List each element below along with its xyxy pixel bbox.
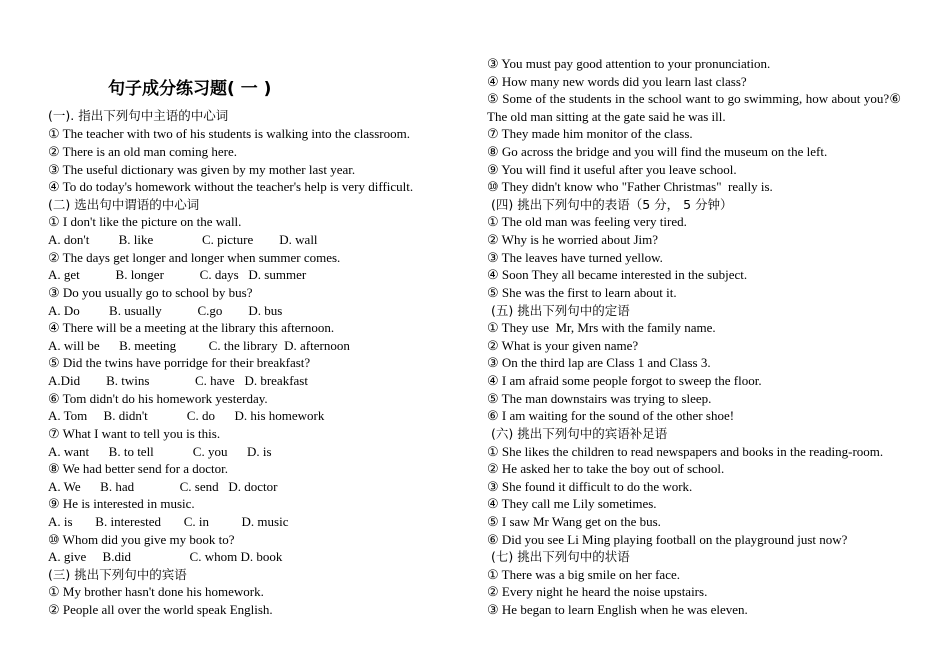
exercise-line: ④ I am afraid some people forgot to sweep the floor. <box>487 373 762 388</box>
exercise-line: ② Every night he heard the noise upstairs. <box>487 584 708 599</box>
exercise-line: ⑦ They made him monitor of the class. <box>487 126 693 141</box>
section-heading-predicative: (四) 挑出下列句中的表语（5 分， 5 分钟） <box>487 197 733 212</box>
exercise-line: ⑧ We had better send for a doctor. <box>48 461 229 476</box>
exercise-line: ② There is an old man coming here. <box>48 144 238 159</box>
exercise-line: ③ You must pay good attention to your pronunciation. <box>487 56 771 71</box>
exercise-line: ⑤ Did the twins have porridge for their breakfast? <box>48 355 311 370</box>
exercise-line: ⑨ You will find it useful after you leave school. <box>487 162 737 177</box>
section-heading-attribute: (五) 挑出下列句中的定语 <box>487 303 630 318</box>
exercise-line: ② Why is he worried about Jim? <box>487 232 658 247</box>
options-line: A. We B. had C. send D. doctor <box>48 479 278 494</box>
exercise-line: ③ He began to learn English when he was eleven. <box>487 602 748 617</box>
options-line: A. will be B. meeting C. the library D. afternoon <box>48 338 350 353</box>
exercise-line: ② People all over the world speak English. <box>48 602 273 617</box>
exercise-line: ⑩ They didn't know who "Father Christmas" really is. <box>487 179 773 194</box>
section-heading-object-complement: (六) 挑出下列句中的宾语补足语 <box>487 426 668 441</box>
exercise-line: ⑤ I saw Mr Wang get on the bus. <box>487 514 661 529</box>
exercise-line: ⑤ The man downstairs was trying to sleep. <box>487 391 712 406</box>
exercise-line: ① The teacher with two of his students is walking into the classroom. <box>48 126 410 141</box>
exercise-line: ④ To do today's homework without the teacher's help is very difficult. <box>48 179 414 194</box>
options-line: A.Did B. twins C. have D. breakfast <box>48 373 308 388</box>
exercise-line: ⑥ I am waiting for the sound of the other shoe! <box>487 408 735 423</box>
exercise-line: ⑧ Go across the bridge and you will find the museum on the left. <box>487 144 828 159</box>
exercise-line: ④ There will be a meeting at the library this afternoon. <box>48 320 335 335</box>
section-heading-predicate: (二) 选出句中谓语的中心词 <box>48 197 200 212</box>
exercise-line: ⑤ She was the first to learn about it. <box>487 285 677 300</box>
section-heading-adverbial: (七) 挑出下列句中的状语 <box>487 549 630 564</box>
exercise-paragraph: ⑤ Some of the students in the school want to go swimming, how about you?⑥ The old man sitting at the gate said he was ill. <box>487 91 901 124</box>
section-heading-subject: (一). 指出下列句中主语的中心词 <box>48 108 229 123</box>
exercise-line: ⑥ Did you see Li Ming playing football on the playground just now? <box>487 532 848 547</box>
exercise-line: ① My brother hasn't done his homework. <box>48 584 264 599</box>
exercise-line: ③ Do you usually go to school by bus? <box>48 285 253 300</box>
exercise-line: ③ She found it difficult to do the work. <box>487 479 693 494</box>
options-line: A. Tom B. didn't C. do D. his homework <box>48 408 325 423</box>
exercise-line: ② He asked her to take the boy out of school. <box>487 461 725 476</box>
exercise-line: ③ On the third lap are Class 1 and Class 3. <box>487 355 711 370</box>
options-line: A. Do B. usually C.go D. bus <box>48 303 283 318</box>
exercise-line: ① I don't like the picture on the wall. <box>48 214 242 229</box>
exercise-line: ④ They call me Lily sometimes. <box>487 496 657 511</box>
exercise-line: ③ The useful dictionary was given by my mother last year. <box>48 162 356 177</box>
options-line: A. don't B. like C. picture D. wall <box>48 232 318 247</box>
exercise-line: ⑨ He is interested in music. <box>48 496 195 511</box>
exercise-line: ⑩ Whom did you give my book to? <box>48 532 235 547</box>
exercise-line: ① There was a big smile on her face. <box>487 567 680 582</box>
section-heading-object: (三) 挑出下列句中的宾语 <box>48 567 187 582</box>
options-line: A. is B. interested C. in D. music <box>48 514 289 529</box>
options-line: A. want B. to tell C. you D. is <box>48 444 272 459</box>
exercise-line: ⑦ What I want to tell you is this. <box>48 426 221 441</box>
page-title: 句子成分练习题( 一 ) <box>108 79 272 99</box>
exercise-line: ⑥ Tom didn't do his homework yesterday. <box>48 391 268 406</box>
exercise-line: ① She likes the children to read newspapers and books in the reading-room. <box>487 444 884 459</box>
exercise-line: ② What is your given name? <box>487 338 639 353</box>
exercise-line: ① The old man was feeling very tired. <box>487 214 687 229</box>
exercise-line: ③ The leaves have turned yellow. <box>487 250 663 265</box>
options-line: A. give B.did C. whom D. book <box>48 549 283 564</box>
options-line: A. get B. longer C. days D. summer <box>48 267 307 282</box>
exercise-line: ④ Soon They all became interested in the subject. <box>487 267 748 282</box>
exercise-line: ① They use Mr, Mrs with the family name. <box>487 320 716 335</box>
exercise-line: ② The days get longer and longer when summer comes. <box>48 250 341 265</box>
exercise-line: ④ How many new words did you learn last class? <box>487 74 747 89</box>
